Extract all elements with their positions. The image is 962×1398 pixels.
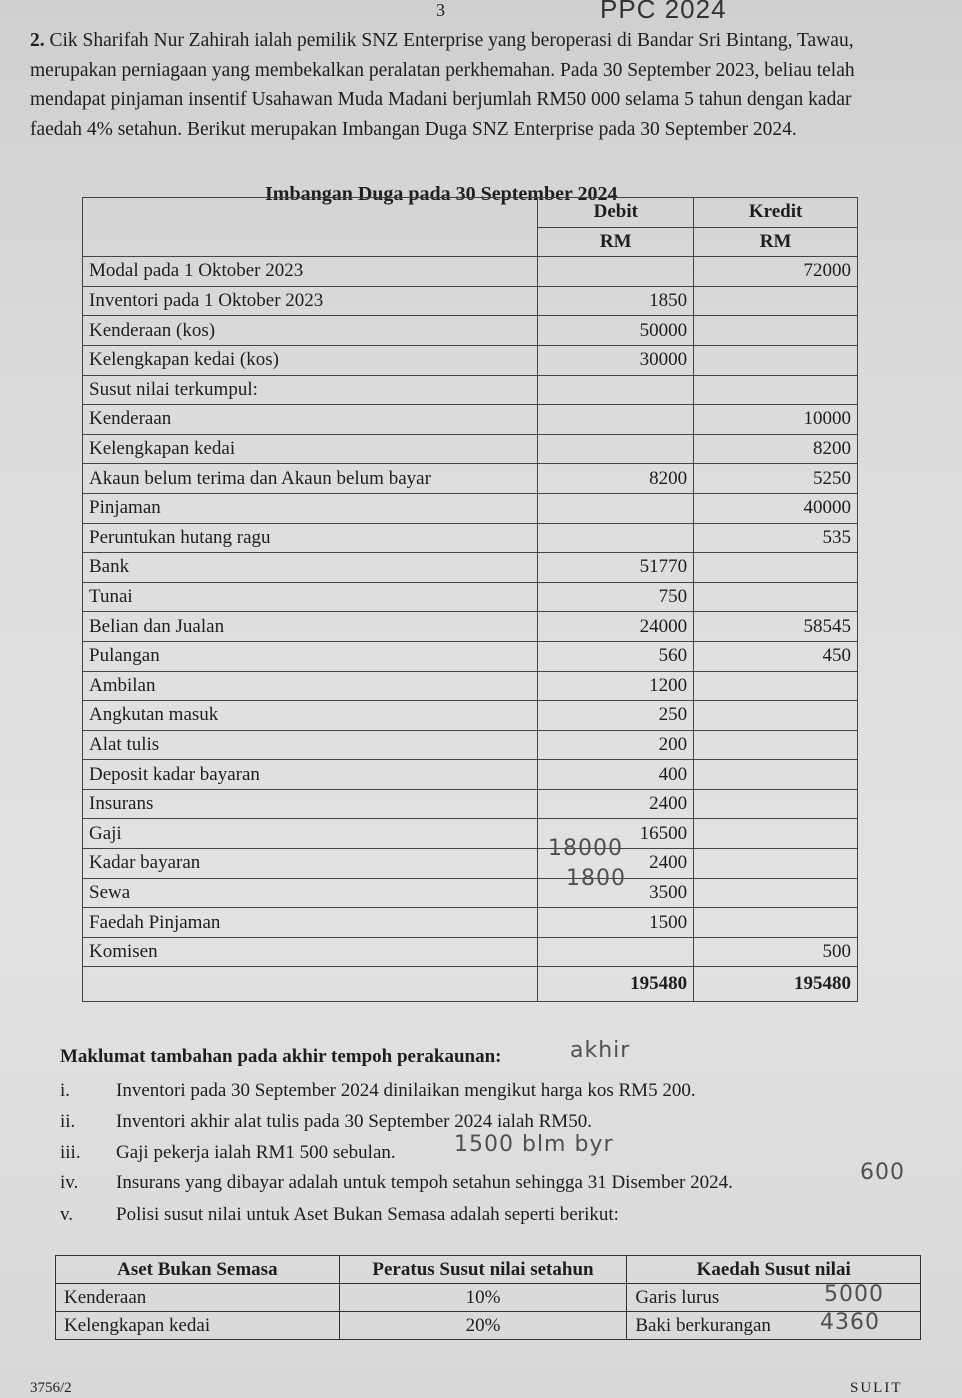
tb-credit-value: [694, 908, 858, 938]
tb-row: [83, 582, 858, 612]
footer-sulit: SULIT: [850, 1380, 903, 1396]
dep-asset: Kenderaan: [56, 1284, 340, 1312]
note-number: iii.: [60, 1142, 81, 1163]
dep-method: Baki berkurangan: [627, 1312, 921, 1340]
dep-header-rate: Peratus Susut nilai setahun: [339, 1256, 627, 1284]
handwritten-gaji-note: 18000: [548, 836, 623, 861]
handwritten-kadar-note: 1800: [566, 866, 626, 891]
tb-debit-value: [538, 257, 694, 287]
tb-row: [83, 286, 858, 316]
handwritten-insurans-note: 600: [860, 1160, 905, 1185]
dep-header-asset: Aset Bukan Semasa: [56, 1256, 340, 1284]
depreciation-policy-table: [55, 1255, 921, 1340]
tb-row: [83, 493, 858, 523]
trial-balance-body: [83, 257, 858, 1002]
tb-account-label: Gaji: [83, 819, 538, 849]
tb-debit-value: 1200: [538, 671, 694, 701]
tb-account-label: Kenderaan: [83, 405, 538, 435]
tb-row: [83, 878, 858, 908]
tb-header-blank: [83, 198, 538, 257]
tb-debit-value: 200: [538, 730, 694, 760]
tb-account-label: Deposit kadar bayaran: [83, 760, 538, 790]
tb-row: [83, 523, 858, 553]
trial-balance-table: [82, 197, 858, 1002]
tb-credit-value: [694, 760, 858, 790]
tb-debit-value: 16500: [538, 819, 694, 849]
tb-debit-value: 560: [538, 641, 694, 671]
tb-debit-value: 1500: [538, 908, 694, 938]
tb-account-label: Kenderaan (kos): [83, 316, 538, 346]
tb-credit-value: 72000: [694, 257, 858, 287]
tb-debit-value: 2400: [538, 789, 694, 819]
note-number: ii.: [60, 1111, 76, 1132]
question-number: 2.: [30, 30, 45, 51]
footer-code: 3756/2: [30, 1380, 72, 1396]
tb-account-label: Inventori pada 1 Oktober 2023: [83, 286, 538, 316]
tb-total-debit: 195480: [538, 967, 694, 1002]
tb-row: [83, 345, 858, 375]
note-item: [60, 1111, 592, 1133]
tb-row: [83, 316, 858, 346]
note-text: Polisi susut nilai untuk Aset Bukan Semasa adalah seperti berikut:: [116, 1204, 619, 1225]
tb-credit-value: [694, 671, 858, 701]
handwritten-kenderaan-dep-note: 5000: [824, 1282, 884, 1307]
tb-debit-value: [538, 434, 694, 464]
tb-row: [83, 257, 858, 287]
tb-debit-value: 30000: [538, 345, 694, 375]
header-code: PPC 2024: [600, 0, 727, 24]
tb-credit-value: 5250: [694, 464, 858, 494]
tb-total-row: [83, 967, 858, 1002]
tb-credit-value: 500: [694, 937, 858, 967]
tb-debit-value: 250: [538, 701, 694, 731]
note-item: [60, 1142, 396, 1164]
note-item: [60, 1080, 696, 1102]
tb-debit-value: 8200: [538, 464, 694, 494]
tb-account-label: Sewa: [83, 878, 538, 908]
tb-row: [83, 612, 858, 642]
dep-header-method: Kaedah Susut nilai: [627, 1256, 921, 1284]
tb-debit-value: 50000: [538, 316, 694, 346]
tb-debit-value: 2400: [538, 849, 694, 879]
tb-row: [83, 908, 858, 938]
tb-debit-value: 51770: [538, 553, 694, 583]
tb-credit-value: 58545: [694, 612, 858, 642]
tb-debit-value: 1850: [538, 286, 694, 316]
tb-account-label: Komisen: [83, 937, 538, 967]
dep-asset: Kelengkapan kedai: [56, 1312, 340, 1340]
tb-account-label: Insurans: [83, 789, 538, 819]
tb-row: [83, 789, 858, 819]
notes-title: Maklumat tambahan pada akhir tempoh perakaunan:: [60, 1046, 502, 1067]
note-text: Inventori akhir alat tulis pada 30 September 2024 ialah RM50.: [116, 1111, 592, 1132]
tb-debit-value: [538, 937, 694, 967]
tb-account-label: Kelengkapan kedai (kos): [83, 345, 538, 375]
tb-row: [83, 375, 858, 405]
tb-account-label: Faedah Pinjaman: [83, 908, 538, 938]
tb-account-label: Akaun belum terima dan Akaun belum bayar: [83, 464, 538, 494]
tb-row: [83, 760, 858, 790]
tb-credit-value: 8200: [694, 434, 858, 464]
tb-account-label: Bank: [83, 553, 538, 583]
tb-debit-value: 750: [538, 582, 694, 612]
tb-account-label: Tunai: [83, 582, 538, 612]
tb-debit-value: 400: [538, 760, 694, 790]
tb-credit-value: [694, 819, 858, 849]
note-number: v.: [60, 1204, 74, 1225]
tb-credit-value: [694, 553, 858, 583]
tb-row: [83, 553, 858, 583]
tb-account-label: Kelengkapan kedai: [83, 434, 538, 464]
tb-row: [83, 701, 858, 731]
tb-credit-value: [694, 345, 858, 375]
tb-row: [83, 405, 858, 435]
tb-row: [83, 730, 858, 760]
tb-credit-value: 10000: [694, 405, 858, 435]
handwritten-kelengkapan-dep-note: 4360: [820, 1310, 880, 1335]
tb-credit-value: [694, 286, 858, 316]
note-item: [60, 1204, 619, 1226]
tb-debit-value: 24000: [538, 612, 694, 642]
dep-method: Garis lurus: [627, 1284, 921, 1312]
tb-header-credit: Kredit: [694, 198, 858, 228]
tb-credit-value: [694, 375, 858, 405]
tb-account-label: Modal pada 1 Oktober 2023: [83, 257, 538, 287]
tb-account-label: Ambilan: [83, 671, 538, 701]
tb-total-credit: 195480: [694, 967, 858, 1002]
tb-credit-value: [694, 789, 858, 819]
tb-debit-value: 3500: [538, 878, 694, 908]
tb-debit-value: [538, 493, 694, 523]
dep-row: [56, 1312, 921, 1340]
tb-header-debit: Debit: [538, 198, 694, 228]
tb-credit-value: 450: [694, 641, 858, 671]
tb-unit-credit: RM: [694, 227, 858, 257]
tb-row: [83, 434, 858, 464]
tb-account-label: Susut nilai terkumpul:: [83, 375, 538, 405]
tb-account-label: Pinjaman: [83, 493, 538, 523]
dep-row: [56, 1284, 921, 1312]
note-text: Inventori pada 30 September 2024 dinilaikan mengikut harga kos RM5 200.: [116, 1080, 696, 1101]
tb-credit-value: 40000: [694, 493, 858, 523]
note-text: Insurans yang dibayar adalah untuk tempoh setahun sehingga 31 Disember 2024.: [116, 1172, 733, 1193]
tb-debit-value: [538, 405, 694, 435]
question-text: Cik Sharifah Nur Zahirah ialah pemilik SNZ Enterprise yang beroperasi di Bandar Sri Bintang, Tawau, merupakan perniagaan yang membekalkan peralatan perkhemahan. Pada 30 September 2023, beliau telah mendapat pinjaman insentif Usahawan Muda Madani berjumlah RM50 000 selama 5 tahun dengan kadar faedah 4% setahun. Berikut merupakan Imbangan Duga SNZ Enterprise pada 30 September 2024.: [30, 30, 855, 140]
tb-account-label: Pulangan: [83, 641, 538, 671]
note-text: Gaji pekerja ialah RM1 500 sebulan.: [116, 1142, 396, 1163]
tb-row: [83, 849, 858, 879]
tb-account-label: Belian dan Jualan: [83, 612, 538, 642]
tb-credit-value: [694, 316, 858, 346]
tb-debit-value: [538, 375, 694, 405]
tb-credit-value: [694, 730, 858, 760]
note-number: iv.: [60, 1172, 79, 1193]
dep-rate: 10%: [339, 1284, 627, 1312]
tb-credit-value: [694, 878, 858, 908]
handwritten-akhir-note: akhir: [570, 1038, 631, 1063]
note-number: i.: [60, 1080, 71, 1101]
tb-unit-debit: RM: [538, 227, 694, 257]
tb-row: [83, 671, 858, 701]
tb-credit-value: [694, 582, 858, 612]
tb-debit-value: [538, 523, 694, 553]
tb-row: [83, 819, 858, 849]
tb-row: [83, 937, 858, 967]
trial-balance-title: Imbangan Duga pada 30 September 2024: [265, 183, 618, 205]
tb-row: [83, 464, 858, 494]
tb-account-label: Angkutan masuk: [83, 701, 538, 731]
tb-account-label: Kadar bayaran: [83, 849, 538, 879]
tb-account-label: Peruntukan hutang ragu: [83, 523, 538, 553]
tb-total-label: [83, 967, 538, 1002]
tb-credit-value: 535: [694, 523, 858, 553]
question-paragraph: [30, 26, 870, 144]
tb-credit-value: [694, 701, 858, 731]
tb-row: [83, 641, 858, 671]
tb-account-label: Alat tulis: [83, 730, 538, 760]
handwritten-gaji-month-note: 1500 blm byr: [454, 1132, 614, 1157]
dep-rate: 20%: [339, 1312, 627, 1340]
tb-credit-value: [694, 849, 858, 879]
note-item: [60, 1172, 733, 1194]
page-number: 3: [436, 0, 445, 20]
